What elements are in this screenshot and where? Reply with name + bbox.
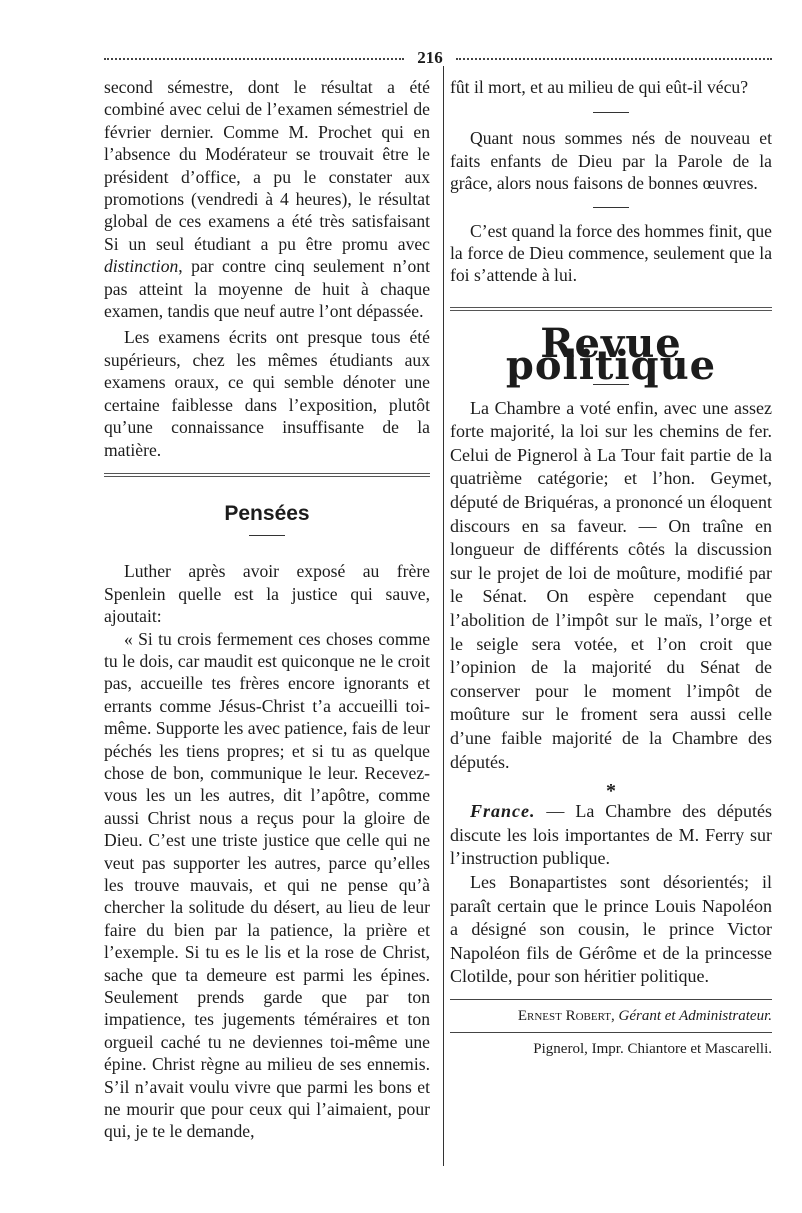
section-separator	[104, 473, 430, 477]
footer-rule	[450, 999, 772, 1000]
luther-intro-paragraph: Luther après avoir exposé au frère Spenlein quelle est la justice qui sauve, ajoutait:	[104, 561, 430, 627]
footer-rule	[450, 1032, 772, 1033]
new-birth-paragraph: Quant nous sommes nés de nouveau et faits enfants de Dieu par la Parole de la grâce, alors nous faisons de bonnes œuvres.	[450, 128, 772, 194]
thought-separator	[593, 207, 629, 208]
exam-report-text-end: , par contre cinq seulement n’ont pas atteint la moyenne de huit à chaque examen, tandis que neuf autre l’ont dépassée.	[104, 256, 430, 322]
thought-separator	[593, 112, 629, 113]
written-exams-paragraph: Les examens écrits ont presque tous été supérieurs, chez les mêmes étudiants aux examens oraux, ce qui semble dénoter une certaine faiblesse dans l’exposition, plutôt qu’une connaissance insuffisante de la matière.	[104, 327, 430, 460]
page-number: 216	[417, 48, 443, 67]
pensees-title: Pensées	[224, 501, 310, 525]
signature-role: Gérant et Administrateur.	[618, 1007, 772, 1024]
title-underline	[249, 535, 285, 536]
section-star: *	[606, 780, 616, 803]
revue-politique-title: Revue politique	[505, 319, 717, 390]
bonapartistes-paragraph: Les Bonapartistes sont désorientés; il paraît certain que le prince Louis Napoléon a désigné son cousin, le prince Victor Napoléon fils de Gérôme et de la princesse Clotilde, pour son héritier politique.	[450, 871, 772, 987]
page-header	[104, 46, 772, 68]
distinction-word: distinction	[104, 256, 179, 277]
left-column	[104, 76, 430, 1143]
chamber-vote-paragraph: La Chambre a voté enfin, avec une assez forte majorité, la loi sur les chemins de fer. Celui de Pignerol à La Tour fait partie de la quatrième catégorie; et l’hon. Geymet, député de Briquéras, a prononcé un éloquent discours en sa faveur. — On traîne en longueur de différents côtés la discussion sur le projet de loi de moûture, modifié par le Sénat. On espère cependant que l’abolition de l’impôt sur le maïs, l’orge et le seigle sera votée, et l’on croit que l’opinion de la majorité du Sénat de conserver pour le moment l’impôt de moûture sur le froment sera aussi celle d’une faible majorité de la Chambre des députés.	[450, 397, 772, 772]
continuation-paragraph: fût il mort, et au milieu de qui eût-il vécu?	[450, 77, 749, 97]
printer-line: Pignerol, Impr. Chiantore et Mascarelli.	[533, 1040, 772, 1057]
exam-report-text: second sémestre, dont le résultat a été combiné avec celui de l’examen sémestriel de février dernier. Comme M. Prochet qui en l’absence du Modérateur se trouvait être le président d’office, a pu le constater aux promotions (vendredi à 4 heures), le résultat global de ces examens a été très satisfaisant Si un seul étudiant a pu être promu avec	[104, 77, 430, 254]
france-text: — La Chambre des députés discute les lois importantes de M. Ferry sur l’instruction publique.	[450, 801, 772, 869]
signature-line: Ernest Robert, Gérant et Administrateur.	[517, 1007, 772, 1024]
section-separator	[450, 307, 772, 311]
right-column	[450, 76, 772, 1059]
luther-quote-paragraph: « Si tu crois fermement ces choses comme tu le dois, car maudit est quiconque ne le croit pas, accueille tes frères encore ignorants et errants comme Jésus-Christ t’a accueilli toi-même. Supporte les avec patience, fais de leur péchés les tiens propres; et si tu as quelque chose de bon, communique le leur. Recevez-vous les un les autres, dit l’apôtre, comme aussi Christ nous a reçus pour la gloire de Dieu. C’est une triste justice que celle qui ne veut pas supporter les autres, parce qu’elles les trouve mauvais, et qui ne pense qu’à chercher la solitude du désert, au lieu de leur faire du bien par la patience, la prière et l’exemple. Si tu es le lis et la rose de Christ, sache que ta demeure est parmi les épines. Seulement prends garde que par ton impatience, tes jugements téméraires et ton orgueil caché tu ne deviennes toi-même une épine. Christ règne au milieu de ses ennemis. S’il n’avait voulu vivre que parmi les bons et ne mourir que pour ceux qui l’aimaient, pour qui, je te le demande,	[104, 628, 430, 1142]
france-label: France.	[470, 801, 536, 822]
header-rule-right	[456, 58, 772, 60]
column-divider	[443, 66, 444, 1166]
force-of-god-paragraph: C’est quand la force des hommes finit, que la force de Dieu commence, seulement que la foi s’attende à lui.	[450, 220, 772, 286]
header-rule-left	[104, 58, 404, 60]
exam-report-paragraph	[104, 76, 430, 322]
signature-name: Ernest Robert	[517, 1007, 612, 1024]
france-paragraph	[450, 800, 772, 871]
